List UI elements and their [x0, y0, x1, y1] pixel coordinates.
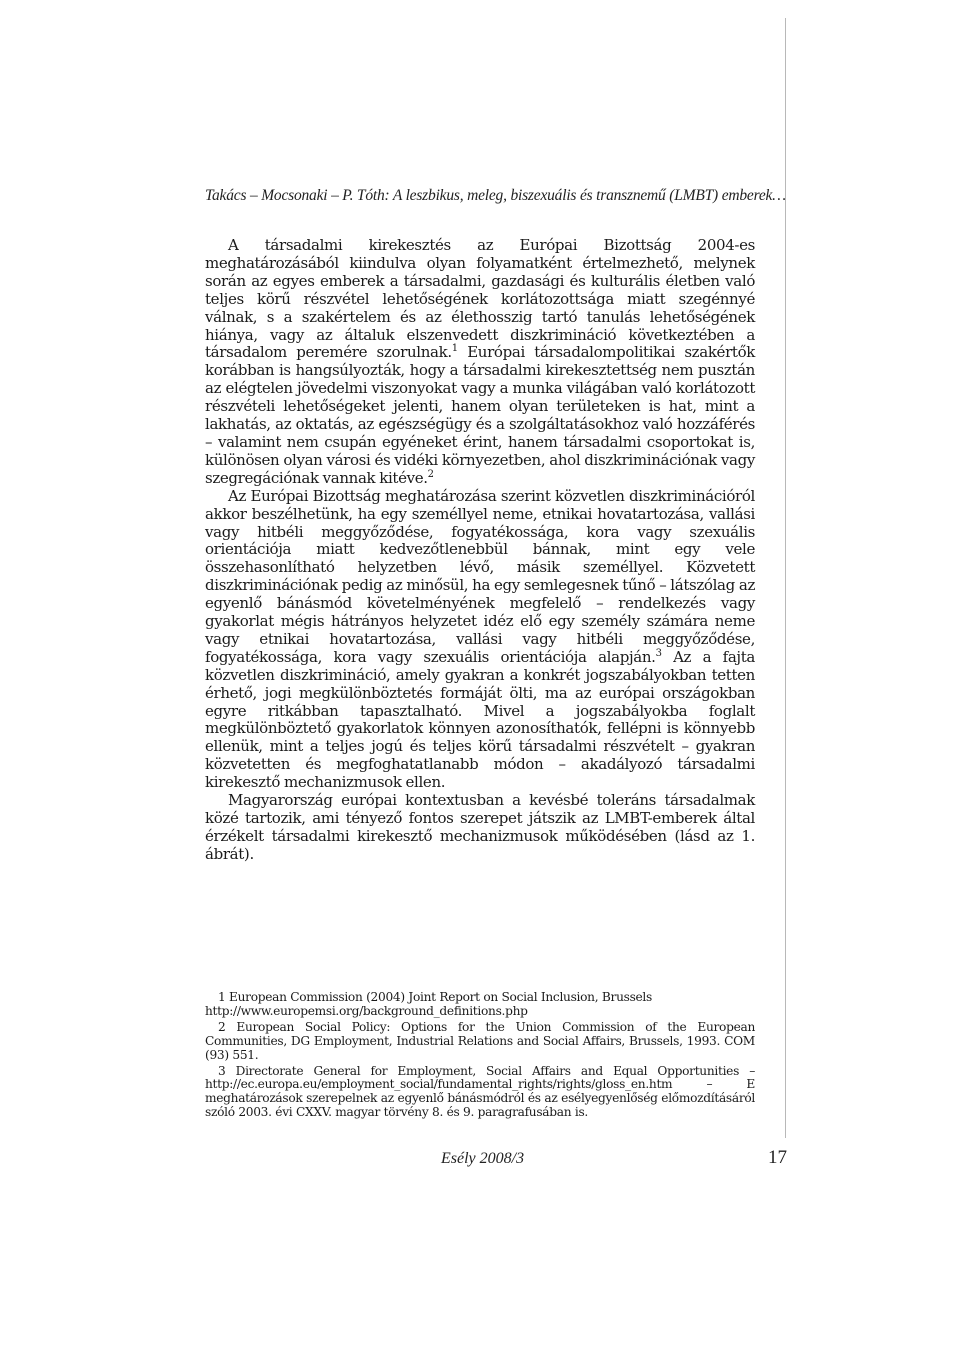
footnote-3: 3 Directorate General for Employment, Social Affairs and Equal Opportunities – http://ec.europa.eu/employment_social/fundamental_rights/rights/gloss_en.htm – E meghatározások szerepelnek az egyenlő bánásmódról és az esélyegyenlőség előmozdításáról szóló 2003. évi CXXV. magyar törvény 8. és 9. paragrafusában is.	[205, 1063, 755, 1120]
footnote-text: 1 European Commission (2004) Joint Report on Social Inclusion, Brussels	[218, 990, 652, 1004]
paragraph	[205, 237, 755, 488]
paragraph	[205, 792, 755, 864]
paragraph-text: A társadalmi kirekesztés az Európai Bizottság 2004-es meghatározásából kiindulva olyan folyamatként értelmezhető, melynek során az egyes emberek a társadalmi, gazdasági és kulturális életben való teljes körű részvétel lehetőségének korlátozottsága miatt szegénnyé válnak, s a szakértelem és az élethosszig tartó tanulás lehetőségének hiánya, vagy az általuk elszenvedett diszkrimináció következtében a társadalom peremére szorulnak.	[205, 236, 755, 362]
footnotes	[205, 991, 755, 1122]
paragraph	[205, 488, 755, 792]
paragraph-text: Az a fajta közvetlen diszkrimináció, amely gyakran a konkrét jogszabályokban tetten érhető, jogi megkülönböztetés formáját ölti, ma az európai országokban egyre ritkábban tapasztalható. Mivel a jogszabályokba foglalt megkülönböztető gyakorlatok könnyen azonosíthatók, fellépni is könnyebb ellenük, mint a teljes jogú és teljes körű társadalmi részvételt – gyakran közvetetten és megfoghatatlanabb módon – akadályozó társadalmi kirekesztő mechanizmusok ellen.	[205, 647, 755, 792]
journal-title: Esély 2008/3	[441, 1150, 525, 1167]
article-body	[205, 237, 755, 864]
footnote-ref[interactable]: 2	[427, 468, 434, 480]
margin-rule	[785, 18, 786, 1138]
footnote-2: 2 European Social Policy: Options for the Union Commission of the European Communities, DG Employment, Industrial Relations and Social Affairs, Brussels, 1993. COM (93) 551.	[205, 1019, 755, 1062]
page-number: 17	[768, 1147, 787, 1168]
paragraph-text: Európai társadalompolitikai szakértők korábban is hangsúlyozták, hogy a társadalmi kirekesztettség nem pusztán az elégtelen jövedelmi viszonyokat vagy a munka világában való korlátozott részvételi lehetőségeket jelenti, hanem olyan területeken is hat, mint a lakhatás, az oktatás, az egészségügy és a szolgáltatásokhoz való hozzáférés – valamint nem csupán egyéneket érint, hanem társadalmi csoportokat is, különösen olyan városi és vidéki környezetben, ahol diszkriminációnak vagy szegregációnak vannak kitéve.	[205, 343, 755, 487]
footnote-ref[interactable]: 1	[451, 343, 458, 355]
running-header: Takács – Mocsonaki – P. Tóth: A leszbikus, meleg, biszexuális és transznemű (LMBT) emberek…	[205, 187, 786, 204]
footnote-ref[interactable]: 3	[655, 647, 662, 659]
paragraph-text: Magyarország európai kontextusban a kevésbé toleráns társadalmak közé tartozik, ami tényező fontos szerepet játszik az LMBT-emberek által érzékelt társadalmi kirekesztő mechanizmusok működésében (lásd az 1. ábrát).	[205, 791, 755, 863]
footnote-link[interactable]: http://www.europemsi.org/background_definitions.php	[205, 1003, 528, 1018]
paragraph-text: Az Európai Bizottság meghatározása szerint közvetlen diszkriminációról akkor beszélhetünk, ha egy személlyel neme, etnikai hovatartozása, vallási vagy hitbéli meggyőződése, fogyatékossága, kora vagy szexuális orientációja miatt kedvezőtlenebbül bánnak, mint egy vele összehasonlítható helyzetben lévő, másik személlyel. Közvetett diszkriminációnak pedig az minősül, ha egy semlegesnek tűnő – látszólag az egyenlő bánásmód követelményének megfelelő – rendelkezés vagy gyakorlat mégis hátrányos helyzetet idéz elő egy személy számára neme vagy etnikai hovatartozása, vallási vagy hitbéli meggyőződése, fogyatékossága, kora vagy szexuális orientációja alapján.	[205, 486, 755, 666]
footnote-1	[205, 991, 755, 1019]
